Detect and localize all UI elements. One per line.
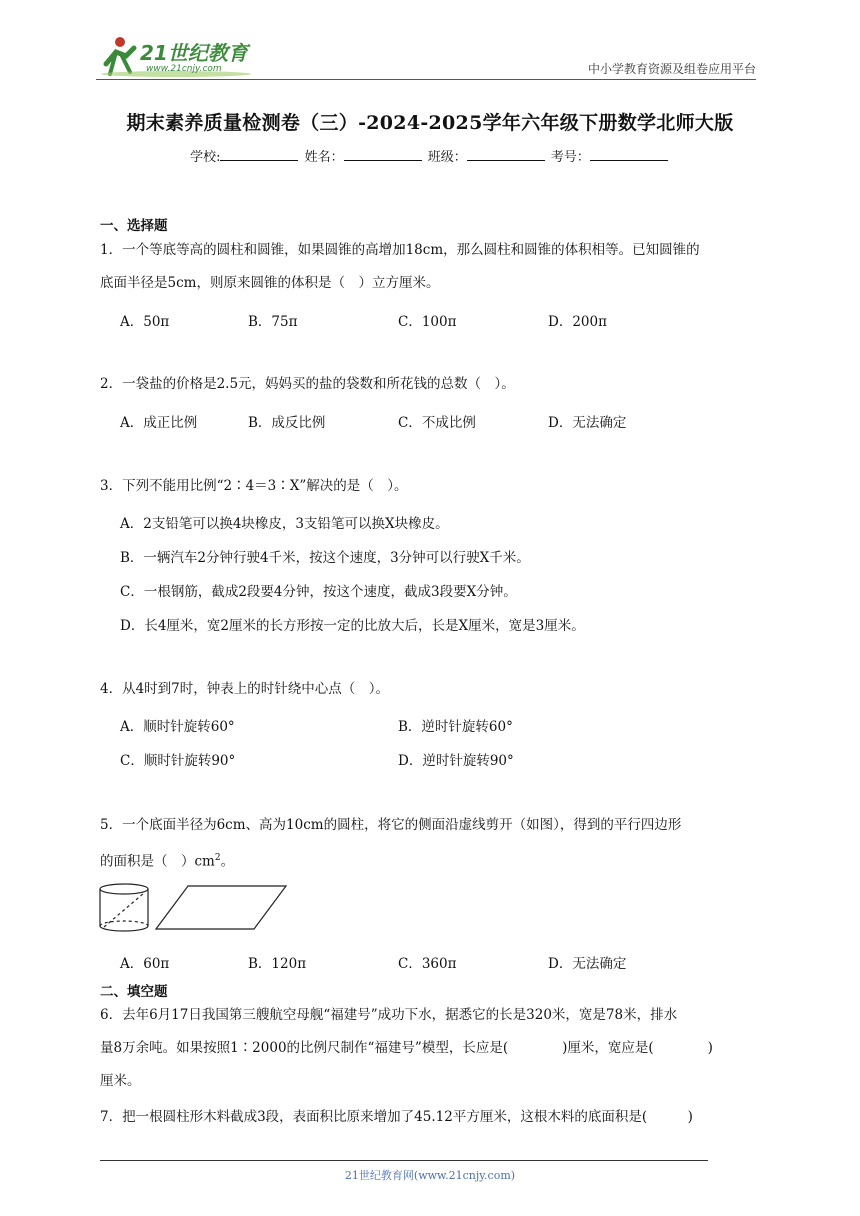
- name-field[interactable]: [344, 148, 422, 161]
- q2-option-a[interactable]: A．成正比例: [120, 415, 198, 431]
- question-5-line2: 的面积是（ ）$cm^2$。: [100, 853, 235, 870]
- q4-option-a[interactable]: A．顺时针旋转60°: [120, 719, 235, 735]
- name-label: 姓名：: [304, 150, 344, 165]
- q5-option-d[interactable]: D．无法确定: [548, 956, 627, 972]
- student-info-line: [0, 146, 860, 165]
- class-field[interactable]: [467, 148, 545, 161]
- q3-option-d[interactable]: D．长4厘米，宽2厘米的长方形按一定的比放大后，长是X厘米，宽是3厘米。: [120, 618, 585, 634]
- section-fill-heading: 二、填空题: [100, 984, 168, 1000]
- cylinder-figure: [96, 882, 291, 936]
- site-logo: [96, 34, 266, 78]
- q1-option-c[interactable]: C．100π: [398, 314, 457, 330]
- question-6: [100, 999, 762, 1098]
- footer-link[interactable]: 21世纪教育网(www.21cnjy.com): [344, 1169, 516, 1182]
- q1-option-a[interactable]: A．50π: [120, 314, 170, 330]
- question-1: [100, 234, 762, 300]
- cm-squared-superscript: 2: [214, 853, 221, 863]
- q4-option-c[interactable]: C．顺时针旋转90°: [120, 753, 236, 769]
- q2-option-c[interactable]: C．不成比例: [398, 415, 476, 431]
- exam-no-label: 考号：: [550, 150, 590, 165]
- question-1-line1: 1．一个等底等高的圆柱和圆锥，如果圆锥的高增加18cm，那么圆柱和圆锥的体积相等。已知圆锥的: [100, 242, 700, 258]
- q1-option-d[interactable]: D．200π: [548, 314, 607, 330]
- runner-logo-icon: [96, 34, 266, 78]
- logo-text: 21世纪教育: [140, 41, 248, 65]
- question-5: [100, 809, 762, 879]
- question-6-line2: 量8万余吨。如果按照1∶2000的比例尺制作“福建号”模型，长应是( )厘米，宽应是( ): [100, 1040, 713, 1056]
- question-3: 3．下列不能用比例“2∶4＝3∶X”解决的是（ ）。: [100, 478, 408, 494]
- question-4: 4．从4时到7时，钟表上的时针绕中心点（ ）。: [100, 681, 390, 697]
- class-label: 班级：: [427, 150, 467, 165]
- parallelogram-icon: [156, 886, 286, 929]
- q5-option-c[interactable]: C．360π: [398, 956, 457, 972]
- q3-option-c[interactable]: C．一根钢筋，截成2段要4分钟，按这个速度，截成3段要X分钟。: [120, 584, 517, 600]
- cylinder-and-parallelogram-illustration: [96, 882, 291, 932]
- q3-option-a[interactable]: A．2支铅笔可以换4块橡皮，3支铅笔可以换X块橡皮。: [120, 516, 449, 532]
- q4-option-d[interactable]: D．逆时针旋转90°: [398, 753, 514, 769]
- logo-url: www.21cnjy.com: [146, 64, 222, 74]
- question-6-line3: 厘米。: [100, 1073, 141, 1089]
- platform-label: 中小学教育资源及组卷应用平台: [587, 62, 756, 76]
- q3-option-b[interactable]: B．一辆汽车2分钟行驶4千米，按这个速度，3分钟可以行驶X千米。: [120, 550, 530, 566]
- footer-divider: [100, 1160, 708, 1161]
- page-title: 期末素养质量检测卷（三）-2024-2025学年六年级下册数学北师大版: [126, 112, 734, 134]
- q2-option-b[interactable]: B．成反比例: [248, 415, 326, 431]
- q5-option-b[interactable]: B．120π: [248, 956, 307, 972]
- q2-option-d[interactable]: D．无法确定: [548, 415, 627, 431]
- q1-option-b[interactable]: B．75π: [248, 314, 298, 330]
- cylinder-icon: [100, 884, 148, 931]
- school-label: 学校:: [190, 150, 221, 165]
- question-5-line1: 5．一个底面半径为6cm、高为10cm的圆柱，将它的侧面沿虚线剪开（如图），得到的平行四边形: [100, 817, 682, 833]
- q5-option-a[interactable]: A．60π: [120, 956, 170, 972]
- header-divider: [96, 79, 756, 80]
- school-field[interactable]: [220, 148, 298, 161]
- question-1-line2: 底面半径是5cm，则原来圆锥的体积是（ ）立方厘米。: [100, 275, 440, 291]
- question-7: 7．把一根圆柱形木料截成3段，表面积比原来增加了45.12平方厘米，这根木料的底面积是( ): [100, 1109, 693, 1125]
- question-6-line1: 6．去年6月17日我国第三艘航空母舰“福建号”成功下水，据悉它的长是320米，宽是78米，排水: [100, 1007, 678, 1023]
- question-2: 2．一袋盐的价格是2.5元，妈妈买的盐的袋数和所花钱的总数（ ）。: [100, 376, 515, 392]
- q4-option-b[interactable]: B．逆时针旋转60°: [398, 719, 513, 735]
- exam-no-field[interactable]: [590, 148, 668, 161]
- section-choice-heading: 一、选择题: [100, 218, 168, 234]
